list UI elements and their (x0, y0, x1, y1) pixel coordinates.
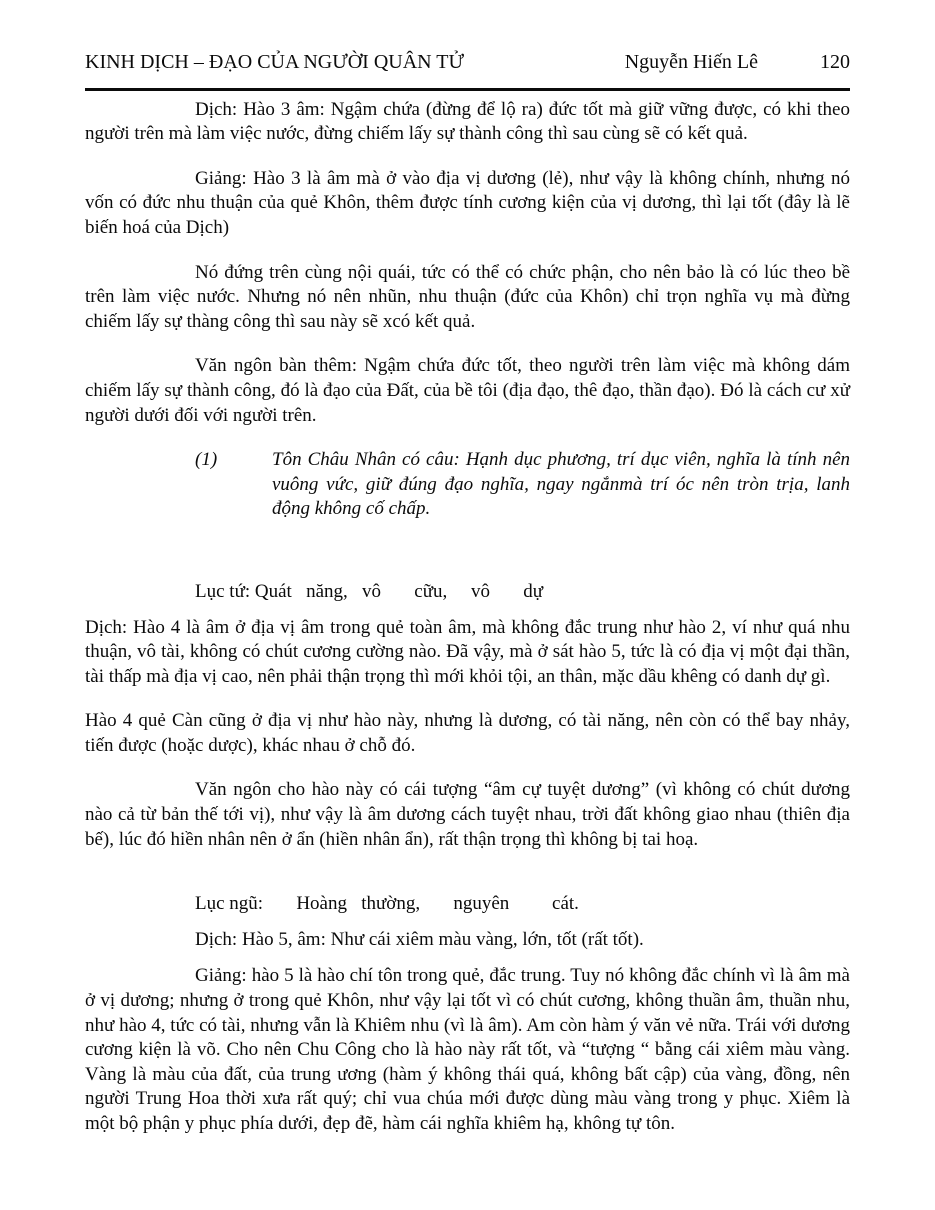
hexagram-line-luc-ngu: Lục ngũ: Hoàng thường, nguyên cát. (195, 893, 579, 915)
paragraph-dich-hao4: Dịch: Hào 4 là âm ở địa vị âm trong quẻ toàn âm, mà không đắc trung như hào 2, ví như quá nhu thuận, vô tài, không có chút cương cường nào. Đã vậy, mà ở sát hào 5, tức là có địa vị một đại thần, tài thấp mà địa vị cao, nên phải thận trọng thì mới khỏi tội, an thân, mặc dầu khêng có danh dự gì. (85, 616, 850, 687)
paragraph-noi-quai: Nó đứng trên cùng nội quái, tức có thể có chức phận, cho nên bảo là có lúc theo bề trên làm việc nước. Nhưng nó nên nhũn, nhu thuận (đức của Khôn) chỉ trọn nghĩa vụ mà đừng chiếm lấy sự thàng công thì sau này sẽ xcó kết quả. (85, 261, 850, 332)
hexagram-line-luc-tu: Lục tứ: Quát năng, vô cữu, vô dự (195, 580, 544, 602)
paragraph-van-ngon-hao4: Văn ngôn cho hào này có cái tượng “âm cự tuyệt dương” (vì không có chút dương nào cả từ bản thế tới vị), như vậy là âm dương cách tuyệt nhau, trời đất không giao nhau (thiên địa bế), lúc đó hiền nhân nên ở ẩn (hiền nhân ẩn), rất thận trọng thì không bị tai hoạ. (85, 779, 850, 850)
footnote (195, 448, 850, 542)
author-name: Nguyễn Hiến Lê (624, 51, 758, 73)
paragraph-giang-hao5: Giảng: hào 5 là hào chí tôn trong quẻ, đắc trung. Tuy nó không đắc chính vì là âm mà ở vị dương; nhưng ở trong quẻ Khôn, như vậy lại tốt vì có chút cương, không thuần âm, thuần nhu, như hào 4, tức có tài, nhưng vẫn là Khiêm nhu (vì là âm). Am còn hàm ý văn vẻ nữa. Trái với dương cương kiện là võ. Cho nên Chu Công cho là hào này rất tốt, và “tượng “ bằng cái xiêm màu vàng. Vàng là màu của đất, của trung ương (hàm ý không thái quá, không bất cập) của vàng, đồng, nên người Trung Hoa thời xưa rất quý; chỉ vua chúa mới được dùng màu vàng trong y phục. Xiêm là một bộ phận y phục phía dưới, đẹp đẽ, hàm cái nghĩa khiêm hạ, không tự tôn. (85, 965, 850, 1134)
footnote-text: Tôn Châu Nhân có câu: Hạnh dục phương, trí dục viên, nghĩa là tính nên vuông vức, giữ đúng đạo nghĩa, ngay ngắnmà trí óc nên tròn trịa, lanh động không cố chấp. (272, 449, 850, 520)
header-divider (85, 88, 850, 91)
page-header (85, 50, 850, 75)
paragraph-hao4-que-can: Hào 4 quẻ Càn cũng ở địa vị như hào này, nhưng là dương, có tài năng, nên còn có thể bay nhảy, tiến được (hoặc dược), khác nhau ở chỗ đó. (85, 710, 850, 756)
book-title: KINH DỊCH – ĐẠO CỦA NGƯỜI QUÂN TỬ (85, 51, 464, 73)
paragraph-dich-hao5: Dịch: Hào 5, âm: Như cái xiêm màu vàng, lớn, tốt (rất tốt). (195, 928, 644, 950)
paragraph-dich-hao3: Dịch: Hào 3 âm: Ngậm chứa (đừng để lộ ra) đức tốt mà giữ vững được, có khi theo người trên mà làm việc nước, đừng chiếm lấy sự thành công thì sau cùng sẽ có kết quả. (85, 98, 850, 145)
footnote-marker: (1) (195, 449, 218, 471)
paragraph-van-ngon-ban-them: Văn ngôn bàn thêm: Ngậm chứa đức tốt, theo người trên làm việc mà không dám chiếm lấy sự thành công, đó là đạo của Đất, của bề tôi (địa đạo, thê đạo, thần đạo). Đó là cách cư xử người dưới đối với người trên. (85, 355, 850, 426)
paragraph-giang-hao3: Giảng: Hào 3 là âm mà ở vào địa vị dương (lẻ), như vậy là không chính, nhưng nó vốn có đức nhu thuận của quẻ Khôn, thêm được tính cương kiện của vị dương, thì lại tốt (đây là lẽ biến hoá của Dịch) (85, 167, 850, 238)
page-number: 120 (820, 51, 850, 73)
